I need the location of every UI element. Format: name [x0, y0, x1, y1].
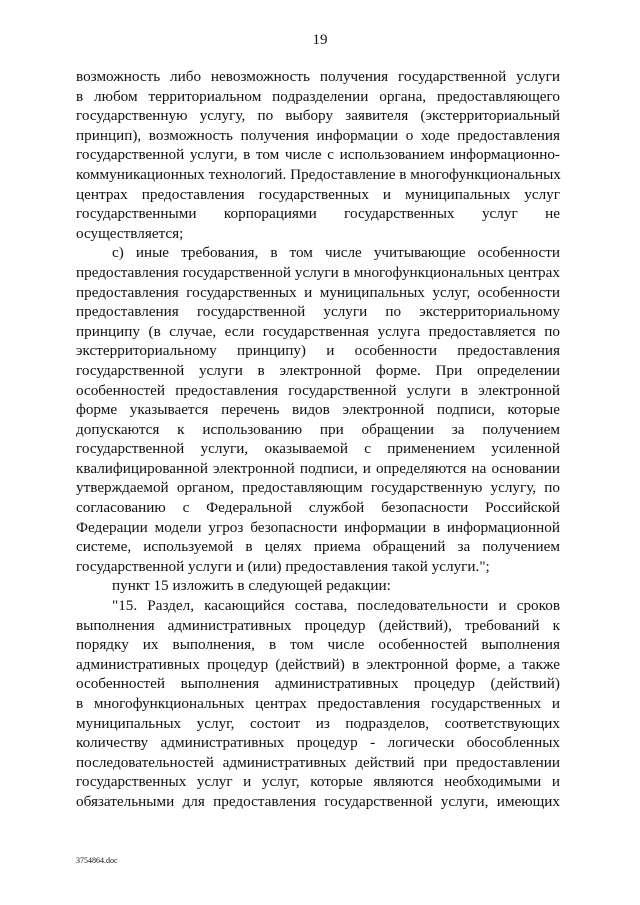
text-line: выполнения административных процедур (действий), требований к	[76, 616, 560, 634]
document-body	[76, 67, 560, 812]
text-line: муниципальных услуг, состоит из подразделов, соответствующих	[76, 714, 560, 732]
text-line: с) иные требования, в том числе учитывающие особенности	[112, 244, 560, 262]
text-line: в многофункциональных центрах предоставления государственных и	[76, 695, 560, 712]
text-line: предоставления государственной услуги в многофункциональных центрах	[76, 263, 560, 281]
text-line: государственной услуги, в том числе с использованием информационно-	[76, 146, 560, 164]
text-line: порядку их выполнения, в том числе особенностей выполнения	[76, 636, 560, 654]
page-number: 19	[312, 32, 328, 48]
text-line: государственной услуги и (или) предоставления такой услуги.";	[76, 557, 490, 575]
text-line: Федерации модели угроз безопасности информации в информационной	[76, 518, 560, 536]
paragraph	[76, 576, 560, 596]
text-line: особенностей предоставления государственной услуги в электронной	[76, 381, 560, 399]
text-line: предоставления государственной услуги по экстерриториальному	[76, 303, 560, 321]
text-line: экстерриториальному принципу) и особенности предоставления	[76, 342, 560, 360]
text-line: форме указывается перечень видов электронной подписи, которые	[76, 401, 560, 419]
text-line: государственную услугу, по выбору заявителя (экстерриториальный	[76, 107, 560, 125]
text-line: системе, используемой в целях приема обращений за получением	[76, 538, 560, 556]
text-line: квалифицированной электронной подписи, и определяются на основании	[76, 459, 560, 477]
text-line: пункт 15 изложить в следующей редакции:	[112, 577, 391, 595]
text-line: принципу (в случае, если государственная услуга предоставляется по	[76, 322, 560, 340]
footer-file-code: 3754864.doc	[76, 856, 118, 865]
text-line: принцип), возможность получения информации о ходе предоставления	[76, 126, 560, 144]
text-line: возможность либо невозможность получения государственной услуги	[76, 68, 560, 85]
text-line: особенностей выполнения административных процедур (действий)	[76, 675, 560, 693]
text-line: административных процедур (действий) в электронной форме, а также	[76, 655, 560, 673]
text-line: центрах предоставления государственных и муниципальных услуг	[76, 185, 560, 203]
paragraph	[76, 243, 560, 576]
text-line: государственной услуги в электронной форме. При определении	[76, 361, 560, 379]
text-line: государственной услуги, оказываемой с применением усиленной	[76, 440, 560, 458]
text-line: осуществляется;	[76, 224, 184, 242]
text-line: "15. Раздел, касающийся состава, последовательности и сроков	[112, 597, 560, 615]
text-line: утверждаемой органом, предоставляющим государственную услугу, по	[76, 479, 560, 497]
text-line: допускаются к использованию при обращении за получением	[76, 420, 560, 438]
paragraph	[76, 596, 560, 812]
text-line: государственных услуг и услуг, которые являются необходимыми и	[76, 773, 560, 791]
text-line: согласованию с Федеральной службой безопасности Российской	[76, 499, 560, 517]
text-line: количеству административных процедур - логически обособленных	[76, 734, 560, 752]
text-line: обязательными для предоставления государственной услуги, имеющих	[76, 792, 560, 810]
text-line: предоставления государственных и муниципальных услуг, особенности	[76, 283, 560, 301]
paragraph	[76, 67, 560, 243]
text-line: в любом территориальном подразделении органа, предоставляющего	[76, 87, 560, 105]
text-line: государственными корпорациями государственных услуг не	[76, 205, 560, 223]
text-line: последовательностей административных действий при предоставлении	[76, 753, 560, 771]
text-line: коммуникационных технологий. Предоставление в многофункциональных	[76, 165, 561, 183]
